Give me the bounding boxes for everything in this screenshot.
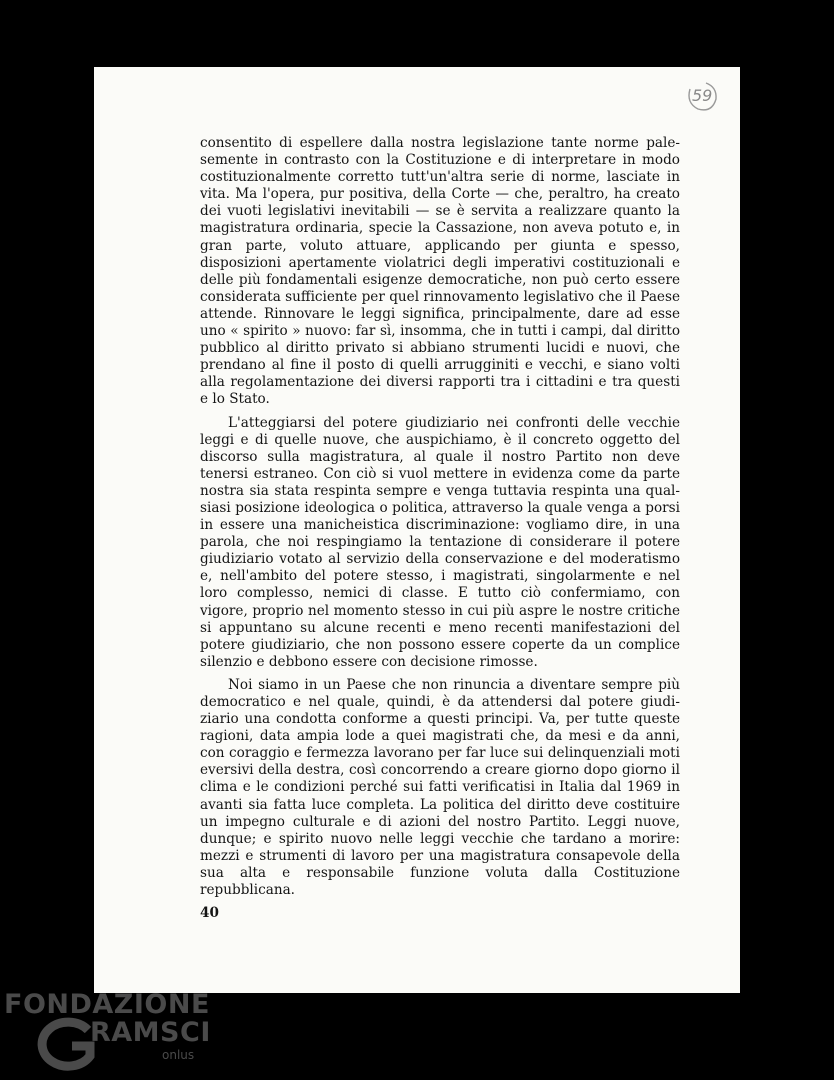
archive-number: 59 <box>692 86 713 105</box>
watermark-line-1: FONDAZIONE <box>4 989 210 1020</box>
paragraph-3: Noi siamo in un Paese che non rinuncia a diventare sempre più democratico e nel quale, quindi, è da attendersi dal potere giudiziario una condotta conforme a questi principi. Va, per tutte queste ragioni, data ampia lode a quei magistrati che, da mesi e da anni, con coraggio e fermezza lavorano per far luce sui delinquenziali moti eversivi della destra, così concorrendo a creare giorno dopo giorno il clima e le condizioni perché sui fatti verificatisi in Italia dal 1969 in avanti sia fatta luce completa. La politica del diritto deve costituire un impegno culturale e di azioni del nostro Partito. Leggi nuove, dunque; e spirito nuovo nelle leggi vecchie che tardano a morire: mezzi e strumenti di lavoro per una magistratura consapevole della sua alta e responsabile funzione voluta dalla Costituzione repubblicana. <box>200 676 680 899</box>
page-number: 40 <box>200 905 219 921</box>
watermark-line-3: onlus <box>162 1048 195 1062</box>
watermark-line-2: RAMSCI <box>90 1017 211 1048</box>
body-text <box>200 135 680 905</box>
gramsci-g-logo-icon <box>34 1016 98 1072</box>
paragraph-2: L'atteggiarsi del potere giudiziario nei confronti delle vecchie leggi e di quelle nuove, che auspichiamo, è il concreto oggetto del discorso sulla magistratura, al quale il nostro Partito non deve tenersi estraneo. Con ciò si vuol mettere in evidenza come da parte nostra sia stata respinta sempre e venga tuttavia respinta una qualsiasi posizione ideologica o politica, attraverso la quale venga a porsi in essere una manicheistica discriminazione: vogliamo dire, in una parola, che noi respingiamo la tentazione di considerare il potere giudiziario votato al servizio della conservazione e del moderatismo e, nell'ambito del potere stesso, i magistrati, singolarmente e nel loro complesso, nemici di classe. E tutto ciò confermiamo, con vigore, proprio nel momento stesso in cui più aspre le nostre critiche si appuntano su alcune recenti e meno recenti manifestazioni del potere giudiziario, che non possono essere coperte da un complice silenzio e debbono essere con decisione rimosse. <box>200 414 680 670</box>
fondazione-gramsci-watermark <box>4 990 214 1076</box>
watermark-glyph: G <box>58 1052 59 1053</box>
document-page <box>94 67 740 993</box>
archive-stamp <box>684 79 720 115</box>
paragraph-1: consentito di espellere dalla nostra legislazione tante norme palesemente in contrasto con la Costituzione e di interpretare in modo costituzionalmente corretto tutt'un'altra serie di norme, lasciate in vita. Ma l'opera, pur positiva, della Corte — che, peraltro, ha creato dei vuoti legislativi inevitabili — se è servita a realizzare quanto la magistratura ordinaria, specie la Cassazione, non aveva potuto e, in gran parte, voluto attuare, applicando per giunta e spesso, disposizioni apertamente violatrici degli imperativi costituzionali e delle più fondamentali esigenze democratiche, non può certo essere considerata sufficiente per quel rinnovamento legislativo che il Paese attende. Rinnovare le leggi significa, principalmente, dare ad esse uno « spirito » nuovo: far sì, insomma, che in tutti i campi, dal diritto pubblico al diritto privato si abbiano strumenti lucidi e nuovi, che prendano al fine il posto di quelli arrugginiti e vecchi, e siano volti alla regolamentazione dei diversi rapporti tra i cittadini e tra questi e lo Stato. <box>200 135 680 408</box>
